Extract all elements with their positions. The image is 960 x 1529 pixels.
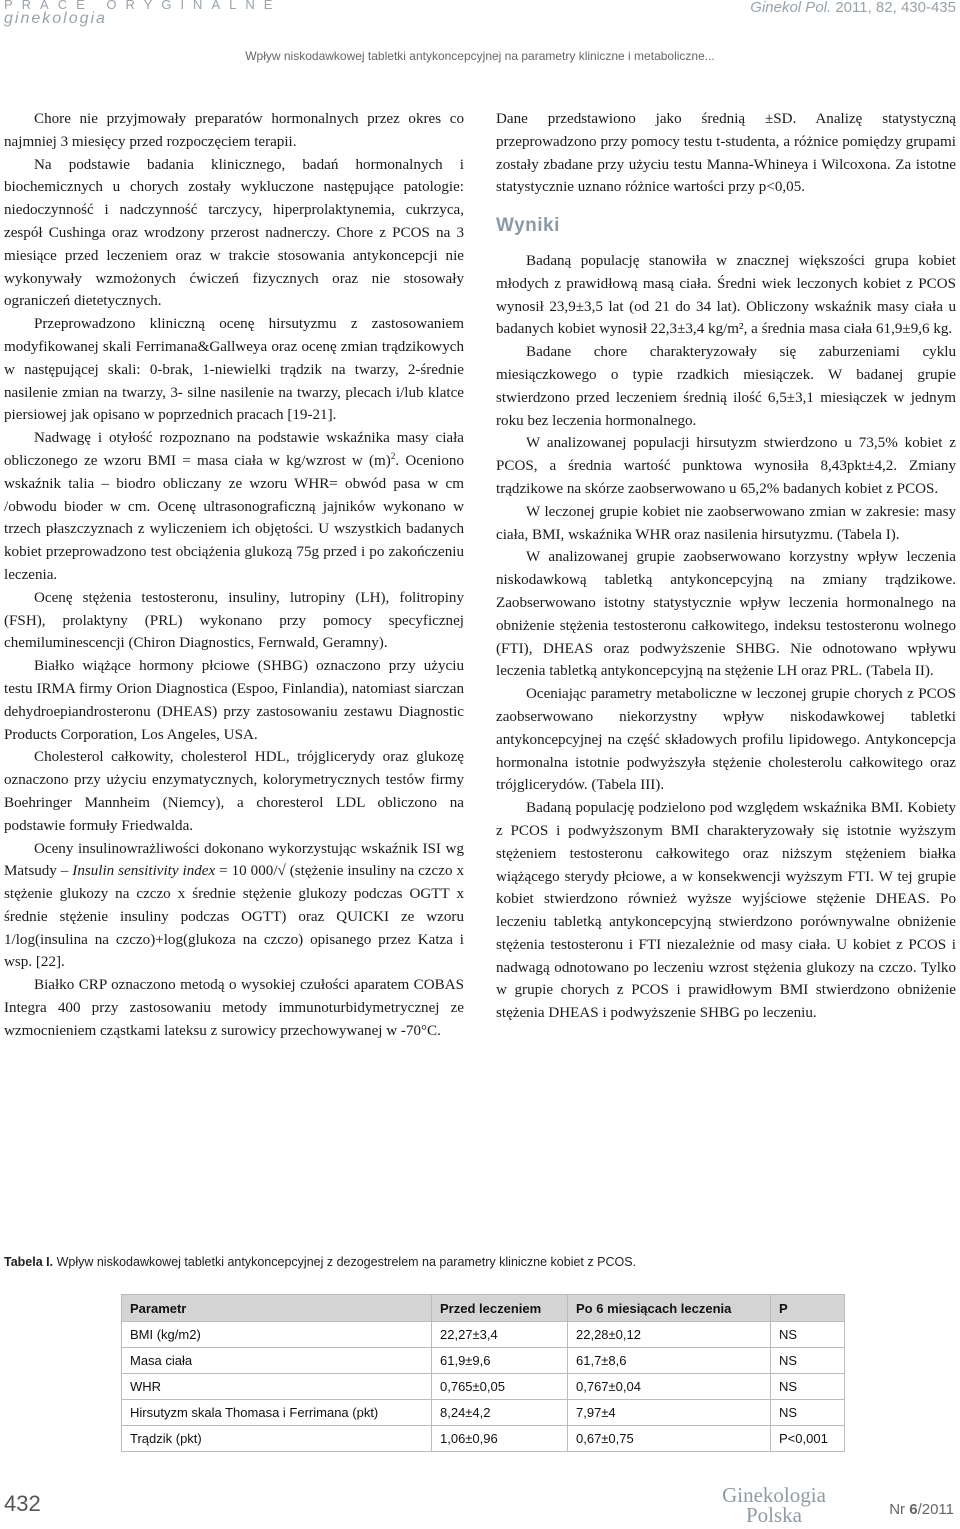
section-heading: Wyniki — [496, 215, 560, 237]
table-cell: Trądzik (pkt) — [122, 1426, 432, 1452]
table-cell: Hirsutyzm skala Thomasa i Ferrimana (pkt) — [122, 1400, 432, 1426]
paragraph: Ocenę stężenia testosteronu, insuliny, lutropiny (LH), folitropiny (FSH), prolaktyny (PRL) wykonano przy pomocy specyficznej chemiluminescencji (Chiron Diagnostics, Fernwald, Geramny). — [4, 589, 464, 652]
column-header: Po 6 miesiącach leczenia — [568, 1295, 771, 1322]
issue-number — [889, 1501, 954, 1518]
superscript: 2 — [390, 450, 396, 461]
table-cell: 61,7±8,6 — [568, 1348, 771, 1374]
paragraph: W analizowanej populacji hirsutyzm stwierdzono u 73,5% kobiet z PCOS, a średnia wartość punktowa wynosiła 8,43pkt±4,2. Zmiany trądzikowe na skórze zaobserwowano u 65,2% badanych kobiet z PCOS. — [496, 435, 956, 497]
paragraph: Cholesterol całkowity, cholesterol HDL, trójglicerydy oraz glukozę oznaczono przy użyciu enzymatycznych, kolorymetrycznych testów firmy Boehringer Mannheim (Niemcy), a choresterol LDL obliczono na podstawie formuły Friedwalda. — [4, 749, 464, 834]
issue-year: /2011 — [917, 1501, 954, 1518]
paragraph: W analizowanej grupie zaobserwowano korzystny wpływ leczenia niskodawkową tabletką antykoncepcyjną na zmiany trądzikowe. Zaobserwowano istotny statystycznie wpływ leczenia hormonalnego na obniżenie stężenia testosteronu całkowitego, indeksu testosteronu wolnego (FTI), DHEAS oraz podwyższenie SHBG. Nie odnotowano wpływu leczenia tabletką antykoncepcyjną na stężenie LH oraz PRL. (Tabela II). — [496, 549, 956, 680]
paragraph: Przeprowadzono kliniczną ocenę hirsutyzmu z zastosowaniem modyfikowanej skali Ferrimana&Gallweya oraz ocenę zmian trądzikowych w następującej skali: 0-brak, 1-niewielki trądzik na twarzy, 2-średnie nasilenie zmian na twarzy, 3- silne nasilenie na twarzy, plecach i/lub klatce piersiowej jak opisano w poprzednich pracach [19-21]. — [4, 316, 464, 424]
paragraph — [4, 838, 464, 975]
table-cell: 22,28±0,12 — [568, 1322, 771, 1348]
table-cell: 22,27±3,4 — [432, 1322, 568, 1348]
table-cell: WHR — [122, 1374, 432, 1400]
column-header: Przed leczeniem — [432, 1295, 568, 1322]
table-row — [122, 1426, 845, 1452]
text-run: = 10 000/√ (stężenie insuliny na czczo x stężenie glukozy na czczo x średnie stężenie glukozy podczas OGTT x średnie stężenie insuliny podczas OGTT) oraz QUICKI ze wzoru 1/log(insulina na czczo)+log(glukoza na czczo) opisanego przez Katza i wsp. [22]. — [4, 863, 465, 971]
paragraph — [4, 427, 464, 587]
column-header: P — [771, 1295, 845, 1322]
results-table — [121, 1294, 845, 1452]
paragraph: Badane chore charakteryzowały się zaburzeniami cyklu miesiączkowego o typie rzadkich miesiączek. W badanej grupie stwierdzono przed leczeniem średnią ilość 6,5±3,1 miesiączek w jednym roku bez leczenia hormonalnego. — [496, 344, 956, 429]
paragraph: Chore nie przyjmowały preparatów hormonalnych przez okres co najmniej 3 miesięcy przed rozpoczęciem terapii. — [4, 111, 464, 150]
logo-line: Polska — [745, 1503, 802, 1527]
paragraph: Dane przedstawiono jako średnią ±SD. Analizę statystyczną przeprowadzono przy pomocy testu t-studenta, a różnice pomiędzy grupami zostały zbadane przy użyciu testu Manna-Whineya i Wilcoxona. Za istotne statystycznie uznano różnice wartości przy p<0,05. — [496, 111, 956, 196]
table-cell: 8,24±4,2 — [432, 1400, 568, 1426]
table-cell: 7,97±4 — [568, 1400, 771, 1426]
issue-prefix: Nr — [889, 1501, 910, 1518]
table-cell: NS — [771, 1374, 845, 1400]
table-cell: BMI (kg/m2) — [122, 1322, 432, 1348]
table-cell: Masa ciała — [122, 1348, 432, 1374]
right-column — [496, 108, 956, 1025]
issue-num: 6 — [909, 1501, 918, 1518]
table-cell: NS — [771, 1322, 845, 1348]
paragraph: Na podstawie badania klinicznego, badań hormonalnych i biochemicznych u chorych zostały wykluczone następujące patologie: niedoczynność i nadczynność tarczycy, hiperprolaktynemia, cukrzyca, zespół Cushinga oraz wrodzony przerost nadnerczy. Chore z PCOS na 3 miesiące przed leczeniem oraz w trakcie stosowania antykoncepcji nie wykonywały wzmożonych ćwiczeń fizycznych oraz nie stosowały ograniczeń dietetycznych. — [4, 156, 464, 310]
journal-name: ginekologia — [4, 10, 107, 27]
citation — [750, 0, 956, 16]
paragraph: Białko wiążące hormony płciowe (SHBG) oznaczono przy użyciu testu IRMA firmy Orion Diagnostica (Espoo, Finlandia), natomiast siarczan dehydroepiandrosteronu (DHEAS) przy zastosowaniu zestawu Diagnostic Products Corporation, Los Angeles, USA. — [4, 658, 464, 743]
journal-short: Ginekol Pol. — [750, 0, 832, 16]
table-row — [122, 1348, 845, 1374]
paragraph: Oceniając parametry metaboliczne w leczonej grupie chorych z PCOS zaobserwowano niekorzystny wpływ niskodawkowej tabletki antykoncepcyjnej na część składowych profilu lipidowego. Antykoncepcja hormonalna istotnie podwyższyła stężenie cholesterolu całkowitego oraz trójglicerydów. (Tabela III). — [496, 686, 956, 794]
table-label: Tabela I. — [4, 1255, 54, 1269]
table-cell: 0,765±0,05 — [432, 1374, 568, 1400]
text-run: . Oceniono wskaźnik talia – biodro obliczany ze wzoru WHR= obwód pasa w cm /obwodu bioder w cm. Ocenę ultrasonograficzną jajników wykonano w trzech płaszczyznach z wyliczeniem ich objętości. U wszystkich badanych kobiet przeprowadzono test obciążenia glukozą 75g przed i po zakończeniu leczenia. — [4, 452, 464, 583]
table-cell: 61,9±9,6 — [432, 1348, 568, 1374]
running-title: Wpływ niskodawkowej tabletki antykoncepcyjnej na parametry kliniczne i metaboliczne... — [245, 49, 715, 63]
table-cell: NS — [771, 1400, 845, 1426]
paragraph: Badaną populację stanowiła w znacznej większości grupa kobiet młodych z prawidłową masą ciała. Średni wiek leczonych kobiet z PCOS wynosił 23,9±3,5 lat (od 21 do 34 lat). Obliczony wskaźnik masy ciała u badanych kobiet wynosił 22,3±3,4 kg/m², a średnia masa ciała 61,9±9,6 kg. — [496, 252, 956, 338]
table-cell: P<0,001 — [771, 1426, 845, 1452]
section-category: PRACE ORYGINALNE — [4, 0, 282, 12]
table-caption — [4, 1255, 954, 1269]
table-cell: 1,06±0,96 — [432, 1426, 568, 1452]
italic-term: Insulin sensitivity index — [72, 863, 216, 880]
text-run: Oceny insulinowrażliwości dokonano wykorzystując wskaźnik ISI wg Matsudy – — [4, 840, 464, 880]
table-cell: 0,67±0,75 — [568, 1426, 771, 1452]
paragraph: Białko CRP oznaczono metodą o wysokiej czułości aparatem COBAS Integra 400 przy zastosowaniu metody immunoturbidymetrycznej ze wzmocnieniem cząstkami lateksu z surowicy przechowywanej w -70°C. — [4, 977, 464, 1039]
paragraph: W leczonej grupie kobiet nie zaobserwowano zmian w zakresie: masy ciała, BMI, wskaźnika WHR oraz nasilenia hirsutyzmu. (Tabela I). — [496, 503, 956, 543]
text-run: Nadwagę i otyłość rozpoznano na podstawie wskaźnika masy ciała obliczonego ze wzoru BMI = masa ciała w kg/wzrost w (m) — [4, 430, 464, 469]
journal-logo — [714, 1485, 834, 1525]
table-row — [122, 1322, 845, 1348]
citation-details: 2011, 82, 430-435 — [835, 0, 956, 16]
table-header-row — [122, 1295, 845, 1322]
table-row — [122, 1400, 845, 1426]
table-row — [122, 1374, 845, 1400]
column-header: Parametr — [122, 1295, 432, 1322]
page-number: 432 — [4, 1491, 41, 1516]
paragraph: Badaną populację podzielono pod względem wskaźnika BMI. Kobiety z PCOS i podwyższonym BMI charakteryzowały się istotnie wyższym stężeniem testosteronu całkowitego oraz niższym stężeniem białka wiążącego sterydy płciowe, a w konsekwencji wyższym FTI. W tej grupie kobiet stwierdzono również wyższe wyjściowe stężenie DHEAS. Po leczeniu tabletką antykoncepcyjną stwierdzono porównywalne obniżenie stężenia testosteronu i FTI niezależnie od masy ciała. U kobiet z PCOS i nadwagą odnotowano po leczeniu wzrost stężenia glukozy na czczo. Tylko w grupie chorych z PCOS i prawidłowym BMI stwierdzono obniżenie stężenia DHEAS i podwyższenie SHBG po leczeniu. — [496, 800, 956, 1022]
left-column — [4, 108, 464, 1043]
table-cell: 0,767±0,04 — [568, 1374, 771, 1400]
table-cell: NS — [771, 1348, 845, 1374]
table-caption-text: Wpływ niskodawkowej tabletki antykoncepcyjnej z dezogestrelem na parametry kliniczne kobiet z PCOS. — [56, 1255, 637, 1269]
logo-line: Ginekologia — [722, 1483, 826, 1507]
